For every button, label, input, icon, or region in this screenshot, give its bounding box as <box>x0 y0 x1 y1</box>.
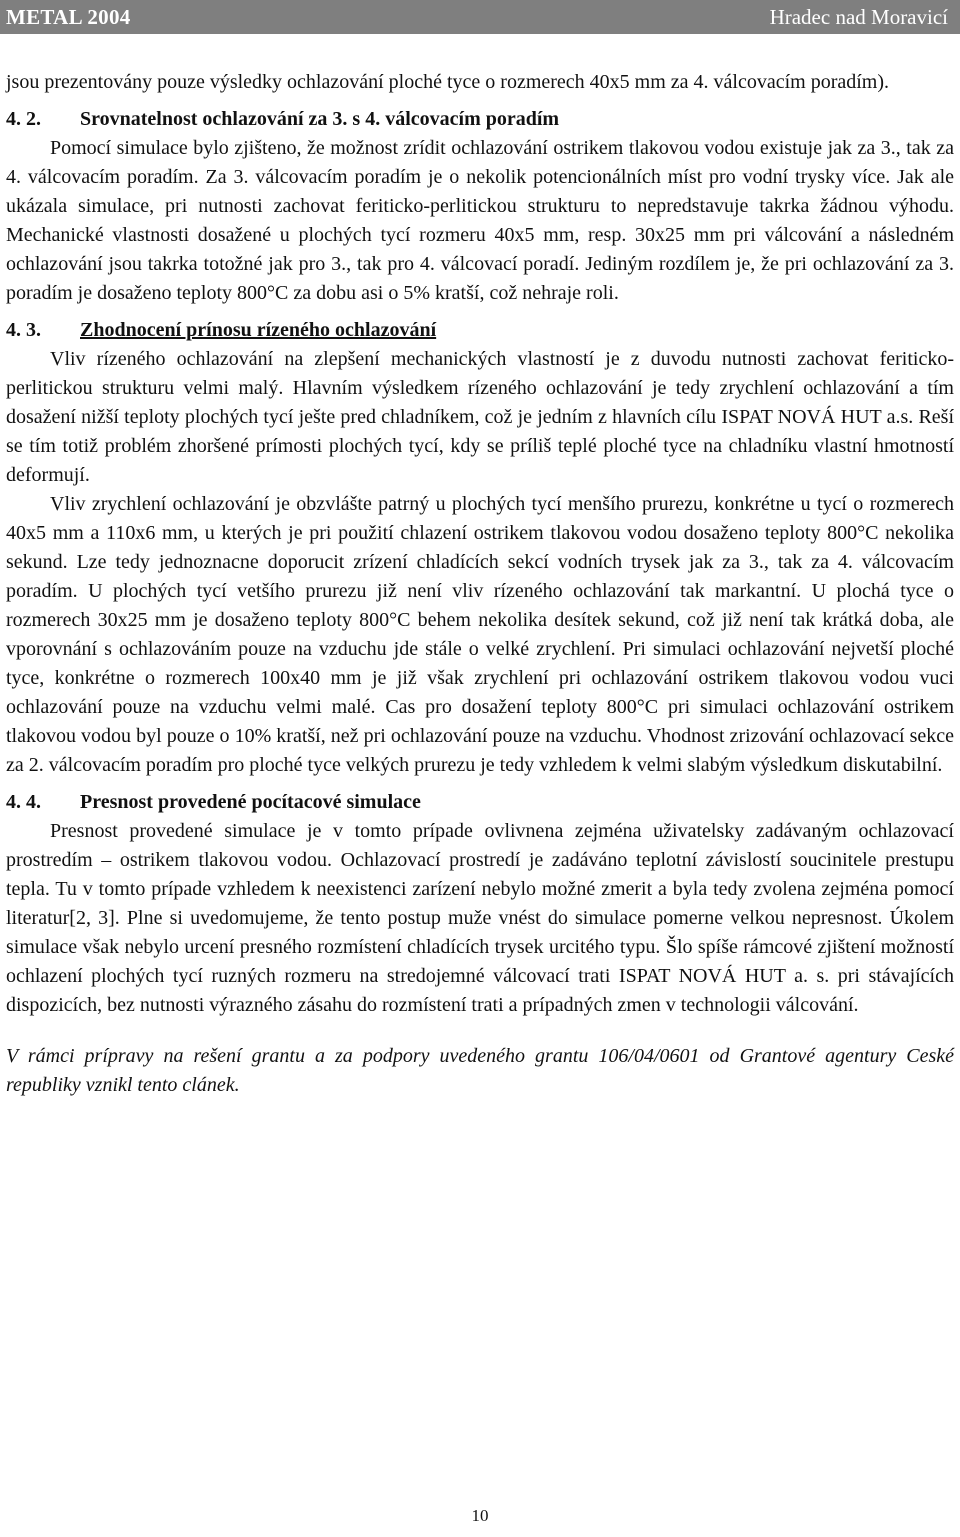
section-heading-4-4 <box>6 788 954 817</box>
page-number: 10 <box>471 1506 489 1525</box>
section-4-3-paragraph-1: Vliv rízeného ochlazování na zlepšení mechanických vlastností je z duvodu nutnosti zachovat feriticko-perlitickou strukturu velmi malý. Hlavním výsledkem rízeného ochlazování je tedy zrychlení ochlazování a tím dosažení nižší teploty plochých tycí ješte pred chladníkem, což je jedním z hlavních cílu ISPAT NOVÁ HUT a.s. Reší se tím totiž problém zhoršené prímosti plochých tycí, kdy se príliš teplé ploché tyce na chladníku vlastní hmotností deformují. <box>6 348 954 486</box>
section-title: Presnost provedené pocítacové simulace <box>80 791 421 813</box>
intro-paragraph: jsou prezentovány pouze výsledky ochlazování ploché tyce o rozmerech 40x5 mm za 4. válcovacím poradím). <box>6 71 890 93</box>
section-title: Srovnatelnost ochlazování za 3. s 4. válcovacím poradím <box>80 108 560 130</box>
section-4-3-paragraph-2: Vliv zrychlení ochlazování je obzvlášte patrný u plochých tycí menšího prurezu, konkrétne u tycí o rozmerech 40x5 mm a 110x6 mm, u kterých je pri použití chlazení ostrikem tlakovou vodou dosaženo teploty 800°C nekolika sekund. Lze tedy jednoznacne doporucit zrízení chladících sekcí vodních trysek jak za 3., tak za 4. válcovacím poradím. U plochých tycí vetšího prurezu již není vliv rízeného ochlazování tak markantní. U plochá tyce o rozmerech 30x25 mm je dosaženo teploty 800°C behem nekolika desítek sekund, což již není tak krátká doba, ale vporovnání s ochlazováním pouze na vzduchu jde stále o velké zrychlení. Pri simulaci ochlazování nejvetší ploché tyce, konkrétne o rozmerech 100x40 mm je již však zrychlení pri ochlazování ostrikem tlakovou vodou vuci ochlazování pouze na vzduchu velmi malé. Cas pro dosažení teploty 800°C pri simulaci ochlazování ostrikem tlakovou vodou byl pouze o 10% kratší, než pri ochlazování pouze na vzduchu. Vhodnost zrizování ochlazovací sekce za 2. válcovacím poradím pro ploché tyce velkých prurezu je tedy vzhledem k velmi slabým výsledkum diskutabilní. <box>6 493 954 776</box>
section-title: Zhodnocení prínosu rízeného ochlazování <box>80 319 437 341</box>
section-heading-4-2 <box>6 105 954 134</box>
conference-title: METAL 2004 <box>6 4 131 29</box>
section-number: 4. 2. <box>6 108 41 130</box>
section-number: 4. 3. <box>6 319 41 341</box>
page-header <box>0 0 960 34</box>
article-body <box>6 68 954 1100</box>
acknowledgement-text: V rámci prípravy na rešení grantu a za podpory uvedeného grantu 106/04/0601 od Grantové agentury Ceské republiky vznikl tento clánek. <box>6 1045 954 1096</box>
acknowledgement-block <box>6 1042 954 1100</box>
section-4-4-paragraph: Presnost provedené simulace je v tomto prípade ovlivnena zejména uživatelsky zadávaným ochlazovací prostredím – ostrikem tlakovou vodou. Ochlazovací prostredí je zadáváno teplotní závislostí soucinitele prestupu tepla. Tu v tomto prípade vzhledem k neexistenci zarízení nebylo možné zmerit a byla tedy zvolena zejména pomocí literatur[2, 3]. Plne si uvedomujeme, že tento postup muže vnést do simulace pomerne velkou nepresnost. Úkolem simulace však nebylo urcení presného rozmístení chladících trysek urcitého typu. Šlo spíše rámcové zjištení možností ochlazení plochých tycí ruzných rozmeru na stredojemné válcovací trati ISPAT NOVÁ HUT a. s. pri stávajících dispozicích, bez nutnosti výrazného zásahu do rozmístení trati a prípadných zmen v technologii válcování. <box>6 820 954 1016</box>
section-number: 4. 4. <box>6 791 41 813</box>
section-heading-4-3 <box>6 316 954 345</box>
section-4-2-paragraph: Pomocí simulace bylo zjišteno, že možnost zrídit ochlazování ostrikem tlakovou vodou existuje jak za 3., tak za 4. válcovacím poradím. Za 3. válcovacím poradím je o nekolik potencionálních míst pro vodní trysky více. Jak ale ukázala simulace, pri nutnosti zachovat feriticko-perlitickou strukturu to nepredstavuje takrka žádnou výhodu. Mechanické vlastnosti dosažené u plochých tycí rozmeru 40x5 mm, resp. 30x25 mm pri válcování a následném ochlazování jsou takrka totožné jak pro 3., tak pro 4. válcovací poradí. Jediným rozdílem je, že pri ochlazování za 3. poradím je dosaženo teploty 800°C za dobu asi o 5% kratší, což nehraje roli. <box>6 137 954 304</box>
conference-location: Hradec nad Moravicí <box>769 4 948 29</box>
